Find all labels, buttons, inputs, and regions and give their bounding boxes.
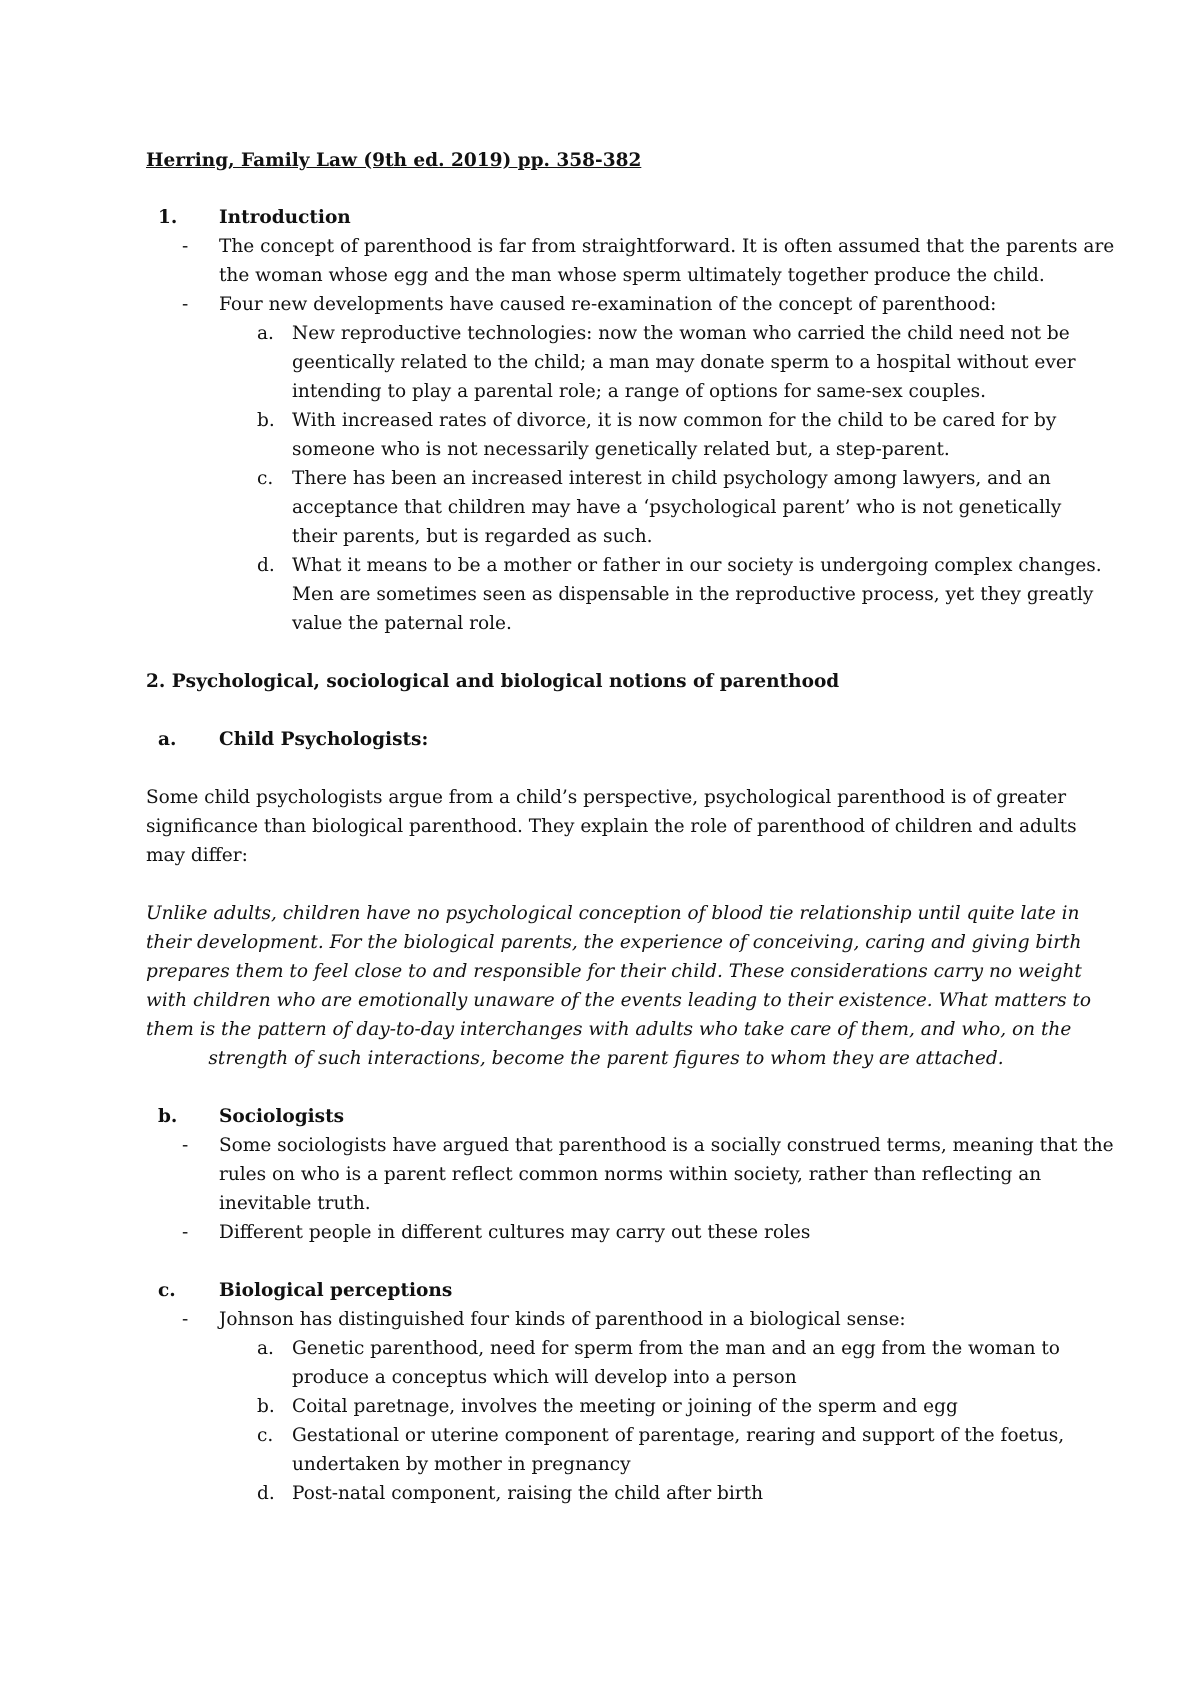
bio-item-b-line-1: Coital paretnage, involves the meeting or joining of the sperm and egg	[292, 1396, 958, 1417]
subsection-c-heading: Biological perceptions	[219, 1280, 453, 1301]
socio-bullet-1-line-3: inevitable truth.	[219, 1193, 371, 1214]
item-c-line-3: their parents, but is regarded as such.	[292, 526, 653, 547]
psych-para-line-2: significance than biological parenthood. They explain the role of parenthood of children and adults	[146, 816, 1077, 837]
bullet-dash: -	[182, 1309, 189, 1330]
socio-bullet-1-line-1: Some sociologists have argued that parenthood is a socially construed terms, meaning that the	[219, 1135, 1114, 1156]
bio-item-c-line-2: undertaken by mother in pregnancy	[292, 1454, 631, 1475]
quote-line-6: strength of such interactions, become the parent figures to whom they are attached.	[208, 1048, 1004, 1069]
document-title: Herring, Family Law (9th ed. 2019) pp. 358-382	[146, 150, 642, 171]
item-c-line-1: There has been an increased interest in child psychology among lawyers, and an	[292, 468, 1051, 489]
list-letter: b.	[257, 1396, 275, 1417]
section-1-number: 1.	[158, 207, 178, 228]
section-2-heading: 2. Psychological, sociological and biological notions of parenthood	[146, 671, 840, 692]
subsection-b-heading: Sociologists	[219, 1106, 345, 1127]
list-letter: b.	[257, 410, 275, 431]
list-letter: c.	[257, 468, 274, 489]
list-letter: c.	[257, 1425, 274, 1446]
list-letter: a.	[257, 1338, 274, 1359]
quote-line-1: Unlike adults, children have no psychological conception of blood tie relationship until quite late in	[146, 903, 1080, 924]
bullet-dash: -	[182, 236, 189, 257]
item-d-line-2: Men are sometimes seen as dispensable in the reproductive process, yet they greatly	[292, 584, 1094, 605]
bullet-dash: -	[182, 294, 189, 315]
bio-item-c-line-1: Gestational or uterine component of parentage, rearing and support of the foetus,	[292, 1425, 1065, 1446]
intro-bullet-1-line-1: The concept of parenthood is far from straightforward. It is often assumed that the parents are	[219, 236, 1115, 257]
item-b-line-1: With increased rates of divorce, it is now common for the child to be cared for by	[292, 410, 1057, 431]
bio-item-d-line-1: Post-natal component, raising the child after birth	[292, 1483, 764, 1504]
socio-bullet-1-line-2: rules on who is a parent reflect common norms within society, rather than reflecting an	[219, 1164, 1042, 1185]
bio-bullet-line-1: Johnson has distinguished four kinds of parenthood in a biological sense:	[219, 1309, 906, 1330]
list-letter: d.	[257, 555, 275, 576]
list-letter: a.	[257, 323, 274, 344]
item-a-line-2: geentically related to the child; a man may donate sperm to a hospital without ever	[292, 352, 1076, 373]
psych-para-line-3: may differ:	[146, 845, 248, 866]
section-1-heading: Introduction	[219, 207, 351, 228]
item-a-line-1: New reproductive technologies: now the woman who carried the child need not be	[292, 323, 1070, 344]
item-c-line-2: acceptance that children may have a ‘psychological parent’ who is not genetically	[292, 497, 1062, 518]
socio-bullet-2-line-1: Different people in different cultures may carry out these roles	[219, 1222, 811, 1243]
quote-line-2: their development. For the biological parents, the experience of conceiving, caring and giving birth	[146, 932, 1082, 953]
item-d-line-1: What it means to be a mother or father in our society is undergoing complex changes.	[292, 555, 1102, 576]
intro-bullet-1-line-2: the woman whose egg and the man whose sperm ultimately together produce the child.	[219, 265, 1045, 286]
item-b-line-2: someone who is not necessarily genetically related but, a step-parent.	[292, 439, 950, 460]
bio-item-a-line-2: produce a conceptus which will develop into a person	[292, 1367, 797, 1388]
subsection-b-letter: b.	[158, 1106, 178, 1127]
list-letter: d.	[257, 1483, 275, 1504]
intro-bullet-2-line-1: Four new developments have caused re-examination of the concept of parenthood:	[219, 294, 997, 315]
item-d-line-3: value the paternal role.	[292, 613, 512, 634]
subsection-c-letter: c.	[158, 1280, 176, 1301]
subsection-a-letter: a.	[158, 729, 177, 750]
bullet-dash: -	[182, 1222, 189, 1243]
quote-line-4: with children who are emotionally unaware of the events leading to their existence. What matters to	[146, 990, 1092, 1011]
quote-line-5: them is the pattern of day-to-day interchanges with adults who take care of them, and who, on the	[146, 1019, 1072, 1040]
bio-item-a-line-1: Genetic parenthood, need for sperm from the man and an egg from the woman to	[292, 1338, 1060, 1359]
item-a-line-3: intending to play a parental role; a range of options for same-sex couples.	[292, 381, 987, 402]
quote-line-3: prepares them to feel close to and responsible for their child. These considerations carry no weight	[146, 961, 1082, 982]
bullet-dash: -	[182, 1135, 189, 1156]
psych-para-line-1: Some child psychologists argue from a child’s perspective, psychological parenthood is of greater	[146, 787, 1067, 808]
subsection-a-heading: Child Psychologists:	[219, 729, 429, 750]
